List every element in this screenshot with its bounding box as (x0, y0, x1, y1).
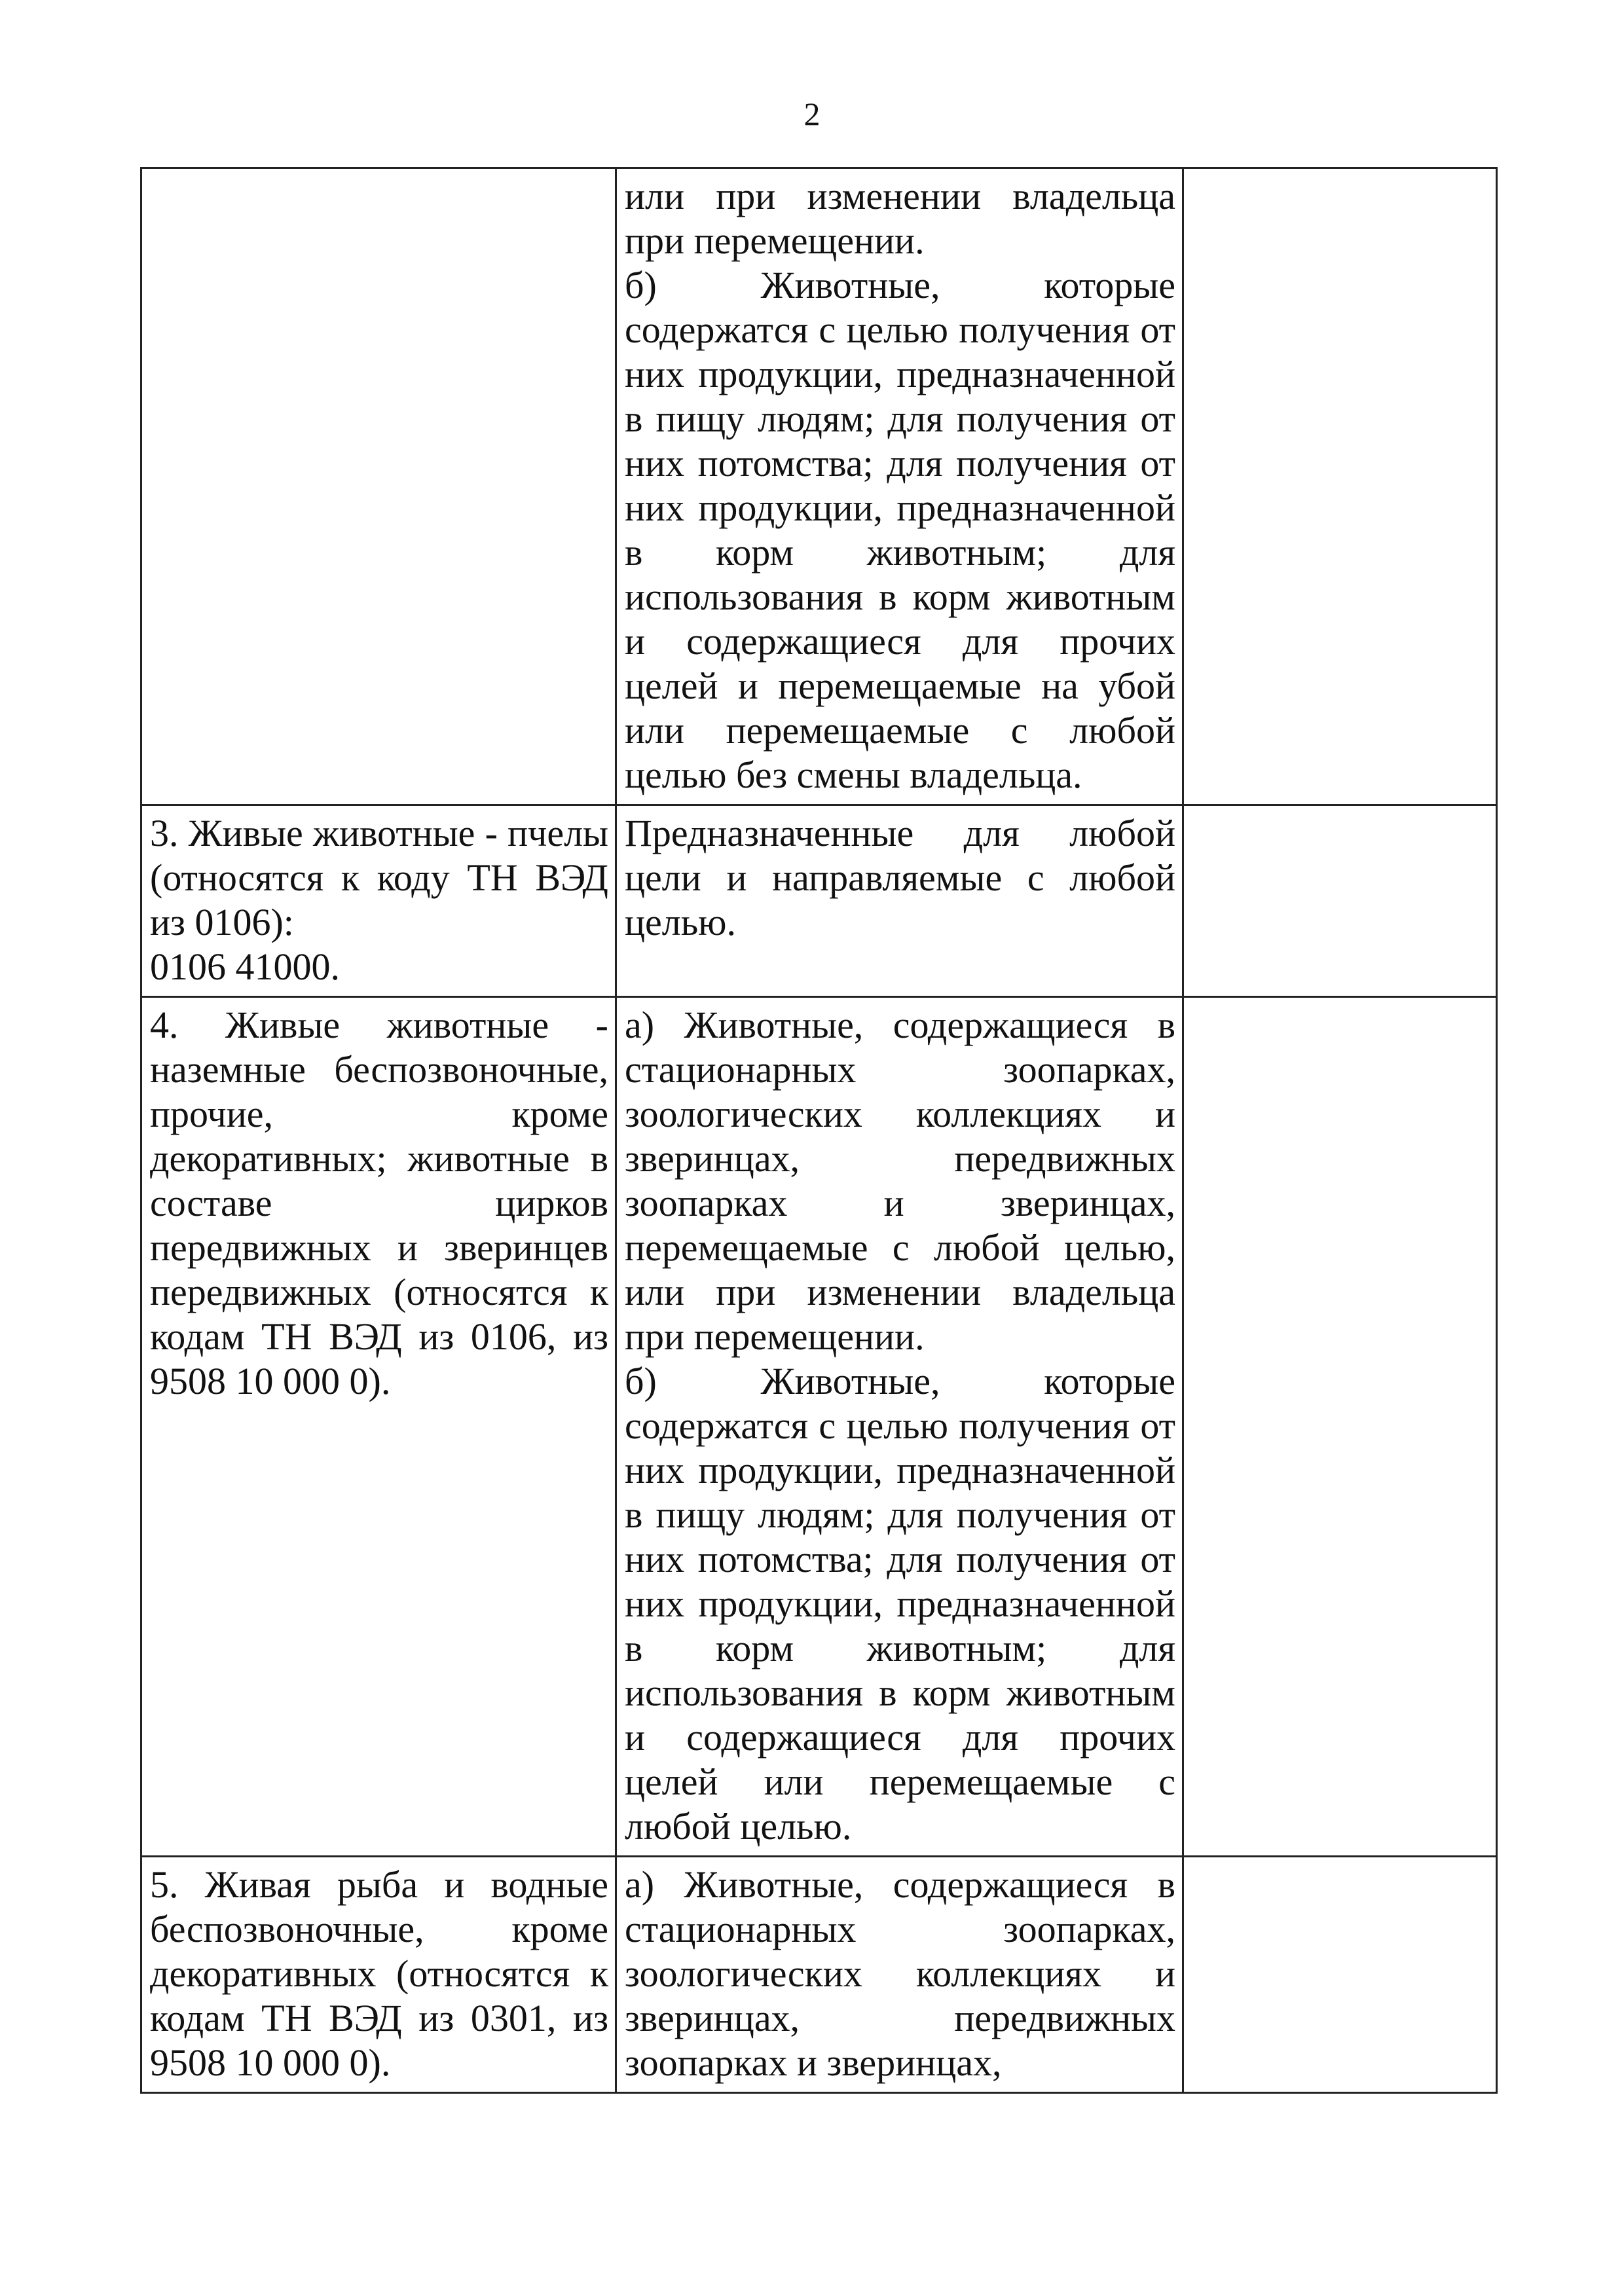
product-text: 4. Живые животные - наземные беспозвоночные, прочие, кроме декоративных; животные в составе цирков передвижных и зверинцев передвижных (относятся к кодам ТН ВЭД из 0106, из 9508 10 000 0). (150, 1004, 608, 1402)
product-text: 5. Живая рыба и водные беспозвоночные, кроме декоративных (относятся к кодам ТН ВЭД из 0301, из 9508 10 000 0). (150, 1863, 608, 2084)
product-cell (141, 1857, 616, 2093)
note-cell (1183, 1857, 1497, 2093)
condition-text: б) Животные, которые содержатся с целью получения от них продукции, предназначенной в пищу людям; для получения от них потомства; для получения от них продукции, предназначенной в корм животным; для использования в корм животным и содержащиеся для прочих целей или перемещаемые с любой целью. (625, 1360, 1175, 1848)
product-cell (141, 805, 616, 997)
conditions-cell (616, 168, 1183, 805)
condition-text: или при изменении владельца при перемещении. (625, 175, 1175, 262)
conditions-cell (616, 997, 1183, 1857)
conditions-cell (616, 805, 1183, 997)
table-row (141, 168, 1497, 805)
conditions-cell (616, 1857, 1183, 2093)
regulation-table (140, 167, 1498, 2094)
note-cell (1183, 805, 1497, 997)
condition-text: Предназначенные для любой цели и направляемые с любой целью. (625, 812, 1175, 943)
page-number: 2 (803, 96, 821, 132)
condition-text: а) Животные, содержащиеся в стационарных зоопарках, зоологических коллекциях и зверинцах, передвижных зоопарках и зверинцах, перемещаемые с любой целью, или при изменении владельца при перемещении. (625, 1004, 1175, 1358)
note-cell (1183, 168, 1497, 805)
table-row (141, 1857, 1497, 2093)
table-row (141, 997, 1497, 1857)
product-cell (141, 168, 616, 805)
condition-text: а) Животные, содержащиеся в стационарных зоопарках, зоологических коллекциях и зверинцах, передвижных зоопарках и зверинцах, (625, 1863, 1175, 2084)
product-cell (141, 997, 616, 1857)
product-text: 3. Живые животные - пчелы (относятся к коду ТН ВЭД из 0106): 0106 41000. (150, 812, 608, 988)
note-cell (1183, 997, 1497, 1857)
table-row (141, 805, 1497, 997)
condition-text: б) Животные, которые содержатся с целью получения от них продукции, предназначенной в пищу людям; для получения от них потомства; для получения от них продукции, предназначенной в корм животным; для использования в корм животным и содержащиеся для прочих целей и перемещаемые на убой или перемещаемые с любой целью без смены владельца. (625, 264, 1175, 796)
